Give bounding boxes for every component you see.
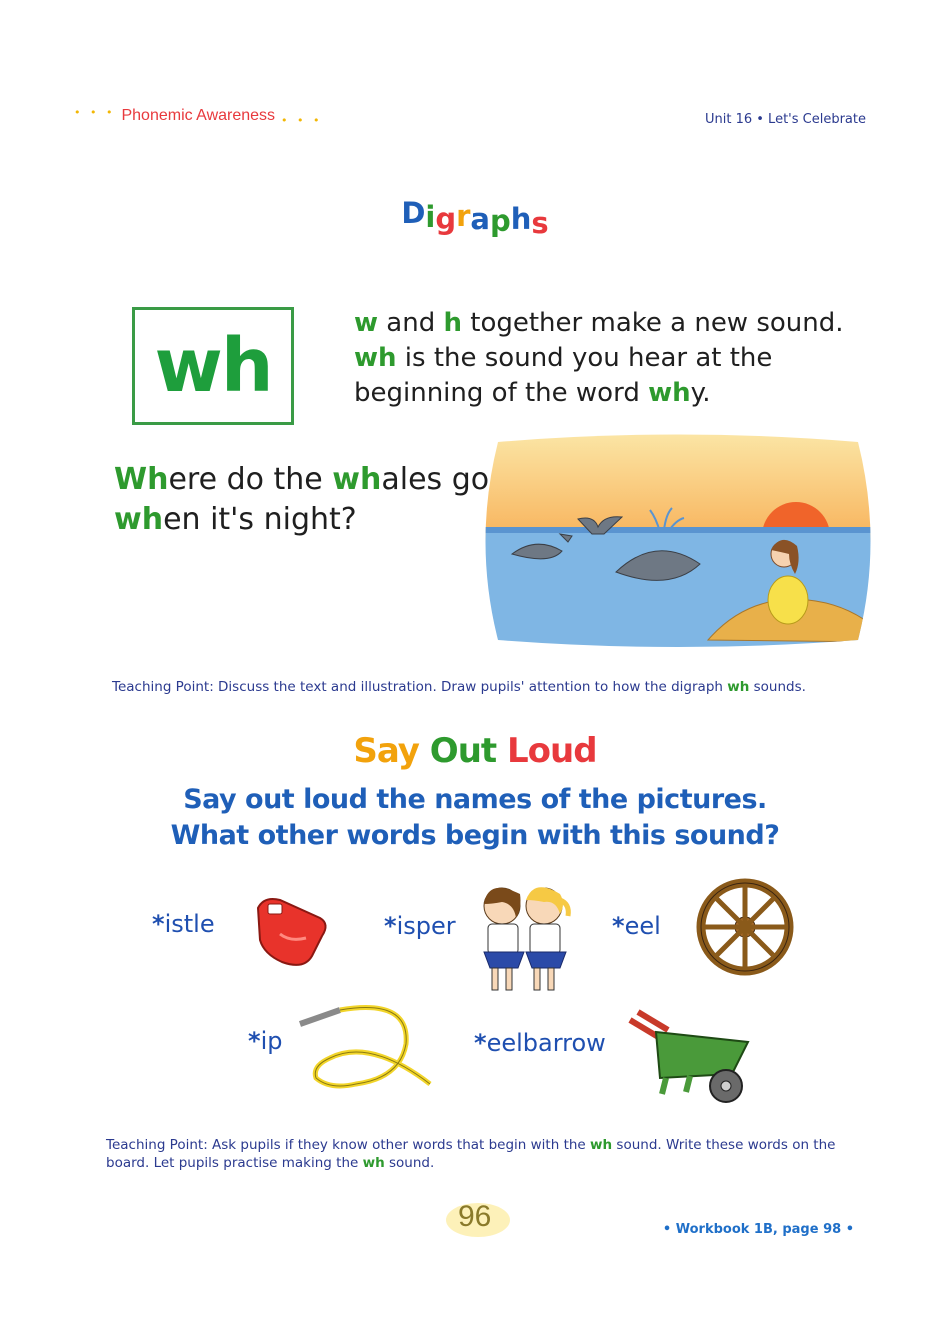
title-letter: g — [435, 202, 457, 236]
star-icon: * — [612, 912, 625, 940]
question-text: ere do the — [168, 462, 333, 497]
whisper-icon — [474, 880, 574, 998]
title-letter: i — [425, 200, 436, 234]
word-text: istle — [164, 910, 215, 938]
digraph-wh: wh — [354, 343, 397, 373]
explanation-line-1 — [354, 306, 874, 341]
explanation-text: y. — [690, 378, 711, 408]
star-icon: * — [384, 912, 397, 940]
explanation-line-2 — [354, 341, 874, 376]
explanation-text: and — [378, 308, 444, 338]
whale-question — [114, 460, 494, 540]
wheelbarrow-icon — [626, 1006, 756, 1110]
word-ip — [248, 1027, 282, 1055]
title-letter: s — [531, 206, 549, 240]
digraph-wh: wh — [114, 502, 164, 537]
explanation-text: is the sound you hear at the — [396, 343, 773, 373]
say-out-loud-instructions — [0, 782, 950, 854]
word-eelbarrow — [474, 1029, 606, 1057]
title-word-loud: Loud — [507, 731, 597, 771]
question-text: ales go — [381, 462, 490, 497]
title-letter: a — [470, 202, 490, 236]
digraph-card-text: wh — [154, 323, 272, 409]
teaching-point-2 — [106, 1136, 866, 1172]
word-text: isper — [396, 912, 456, 940]
teaching-point-text: sound. Write these words on the — [612, 1137, 836, 1153]
word-eel — [612, 912, 661, 940]
teaching-point-text: sounds. — [749, 679, 806, 695]
workbook-reference: • Workbook 1B, page 98 • — [662, 1222, 854, 1237]
star-icon: * — [248, 1027, 261, 1055]
digraph-wh: Wh — [114, 462, 169, 497]
title-letter: D — [401, 196, 426, 230]
wheel-icon — [696, 878, 794, 976]
title-letter: h — [510, 202, 532, 236]
page-number: 96 — [458, 1200, 492, 1233]
unit-label: Unit 16 • Let's Celebrate — [704, 112, 866, 127]
teaching-point-text: Teaching Point: Ask pupils if they know other words that begin with the — [106, 1137, 591, 1153]
decorative-dots-right: • • • — [281, 113, 323, 127]
whip-icon — [290, 1000, 440, 1092]
explanation-text: beginning of the word — [354, 378, 649, 408]
teaching-point-1 — [112, 678, 872, 696]
whale-scene-illustration — [478, 432, 878, 650]
word-text: eelbarrow — [486, 1029, 606, 1057]
title-word-say: Say — [353, 731, 419, 771]
digraph-wh: wh — [590, 1137, 613, 1153]
title-word-out: Out — [429, 731, 497, 771]
word-text: eel — [624, 912, 661, 940]
teaching-point-text: Teaching Point: Discuss the text and illustration. Draw pupils' attention to how the digraph — [112, 679, 728, 695]
word-istle — [152, 910, 215, 938]
section-header — [74, 98, 323, 134]
instruction-line-1: Say out loud the names of the pictures. — [183, 784, 767, 815]
title-letter: p — [490, 204, 511, 238]
digraph-wh: wh — [727, 679, 750, 695]
teaching-point-text: sound. — [384, 1155, 435, 1171]
explanation-text: together make a new sound. — [462, 308, 844, 338]
digraph-wh: wh — [648, 378, 691, 408]
word-text: ip — [260, 1027, 283, 1055]
decorative-dots-left: • • • — [74, 105, 116, 119]
digraph-wh: wh — [362, 1155, 385, 1171]
explanation-line-3 — [354, 376, 874, 411]
title-letter: r — [456, 199, 471, 233]
section-title: Phonemic Awareness — [121, 107, 276, 124]
question-text: en it's night? — [163, 502, 357, 537]
star-icon: * — [474, 1029, 487, 1057]
star-icon: * — [152, 910, 165, 938]
whistle-icon — [250, 890, 332, 972]
digraph-wh: wh — [332, 462, 382, 497]
letter-w: w — [354, 308, 379, 338]
digraph-explanation — [354, 306, 874, 411]
instruction-line-2: What other words begin with this sound? — [170, 820, 780, 851]
teaching-point-text: board. Let pupils practise making the — [106, 1155, 363, 1171]
say-out-loud-title — [0, 731, 950, 771]
word-isper — [384, 912, 456, 940]
digraph-card — [132, 307, 294, 425]
page-title — [0, 196, 950, 240]
letter-h: h — [443, 308, 462, 338]
